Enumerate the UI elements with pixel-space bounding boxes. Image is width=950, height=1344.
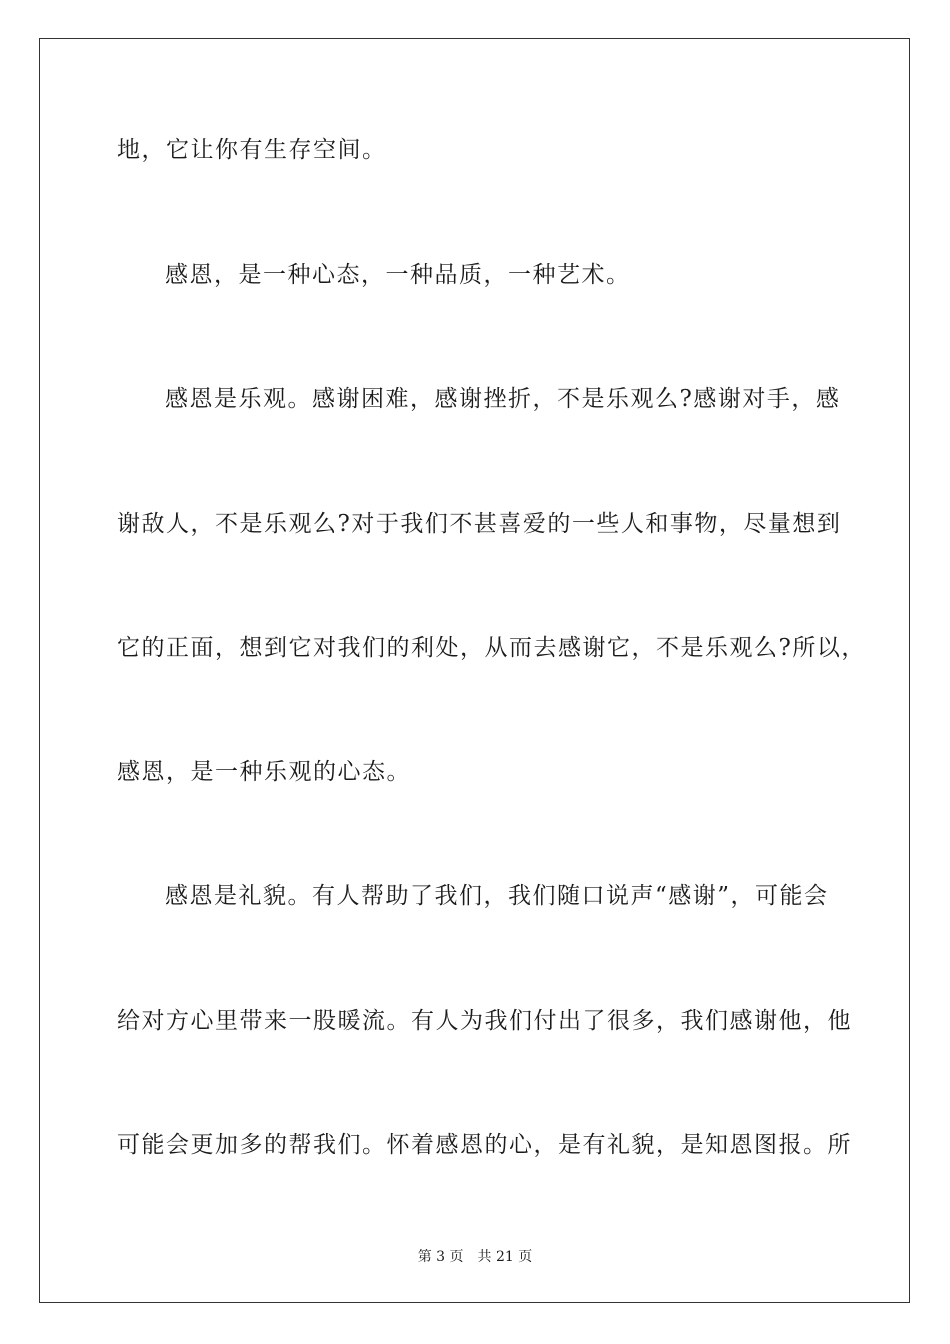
text-line-4: 谢敌人，不是乐观么?对于我们不甚喜爱的一些人和事物，尽量想到 bbox=[117, 511, 842, 537]
text-line-1: 地，它让你有生存空间。 bbox=[117, 137, 387, 163]
text-line-2: 感恩，是一种心态，一种品质，一种艺术。 bbox=[165, 262, 631, 288]
text-line-3: 感恩是乐观。感谢困难，感谢挫折，不是乐观么?感谢对手，感 bbox=[165, 386, 841, 412]
text-line-8: 给对方心里带来一股暖流。有人为我们付出了很多，我们感谢他，他 bbox=[117, 1008, 852, 1034]
page-border bbox=[39, 38, 910, 1303]
page-number-footer: 第 3 页 共 21 页 bbox=[417, 1249, 533, 1265]
text-line-5: 它的正面，想到它对我们的利处，从而去感谢它，不是乐观么?所以， bbox=[117, 635, 866, 661]
text-line-9: 可能会更加多的帮我们。怀着感恩的心，是有礼貌，是知恩图报。所 bbox=[117, 1132, 852, 1158]
text-line-6: 感恩，是一种乐观的心态。 bbox=[117, 759, 411, 785]
text-line-7: 感恩是礼貌。有人帮助了我们，我们随口说声“感谢”，可能会 bbox=[165, 883, 829, 909]
